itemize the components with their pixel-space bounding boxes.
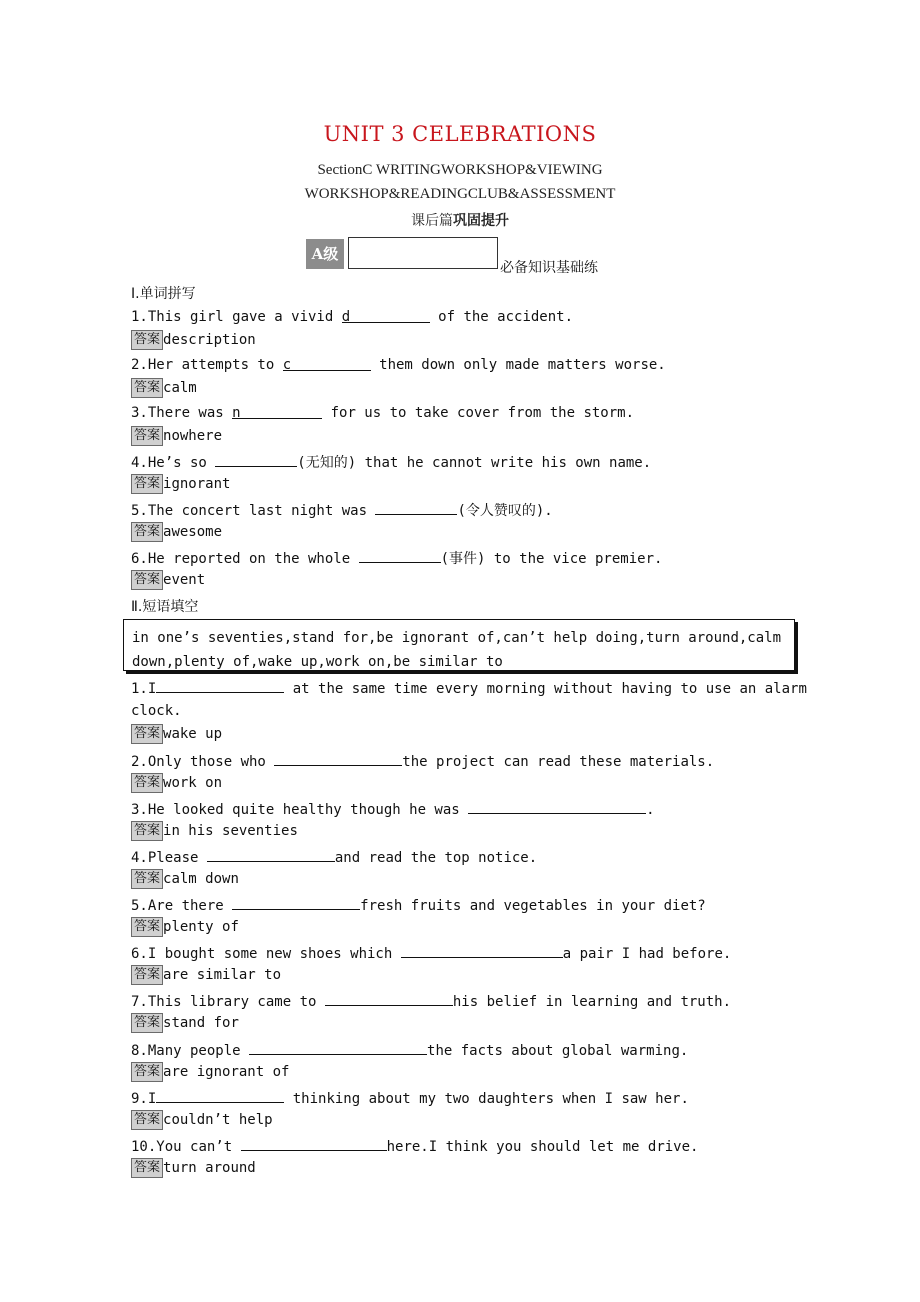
level-label: 必备知识基础练 [500,260,598,276]
answer-tag: 答案 [131,1110,163,1130]
answer-blank [375,500,457,515]
answer-row [131,1013,239,1033]
answer-row [131,570,205,590]
word-bank-box [123,619,795,671]
answer-blank [207,847,335,862]
answer-blank [156,1088,284,1103]
answer-blank: d [342,308,430,323]
answer-tag: 答案 [131,1062,163,1082]
answer-blank [249,1040,427,1055]
answer-blank [401,943,563,958]
answer-tag: 答案 [131,474,163,494]
answer-text: stand for [163,1015,239,1031]
answer-row [131,821,298,841]
question: 1.This girl gave a vivid d of the accident. [131,309,574,325]
answer-blank: c [283,356,371,371]
question: 5.The concert last night was (令人赞叹的). [131,500,553,520]
answer-text: couldn’t help [163,1112,273,1128]
answer-text: are similar to [163,967,282,983]
answer-text: calm [163,380,197,396]
question: 8.Many people the facts about global warming. [131,1040,688,1060]
answer-blank [232,895,360,910]
answer-row [131,773,222,793]
unit-title: UNIT 3 CELEBRATIONS [323,122,597,146]
answer-text: description [163,332,256,348]
answer-blank [468,799,646,814]
answer-tag: 答案 [131,821,163,841]
answer-text: wake up [163,726,223,742]
answer-text: calm down [163,871,239,887]
answer-tag: 答案 [131,330,163,350]
answer-tag: 答案 [131,426,163,446]
answer-row [131,1062,289,1082]
question: 3.There was n for us to take cover from the storm. [131,405,635,421]
subtitle-plain: 课后篇 [411,213,453,229]
answer-text: turn around [163,1160,256,1176]
answer-tag: 答案 [131,522,163,542]
answer-row [131,330,256,350]
question: 9.I thinking about my two daughters when I saw her. [131,1088,689,1108]
answer-blank [325,991,453,1006]
answer-text: plenty of [163,919,239,935]
answer-tag: 答案 [131,1013,163,1033]
level-empty-box [348,237,498,269]
section-title-line1: SectionC WRITINGWORKSHOP&VIEWING [317,162,603,178]
question: 2.Her attempts to c them down only made matters worse. [131,357,666,373]
answer-text: work on [163,775,223,791]
answer-blank [241,1136,387,1151]
answer-row [131,1110,273,1130]
word-bank-text: in one’s seventies,stand for,be ignorant of,can’t help doing,turn around,calm down,plenty of,wake up,work on,be similar to [132,630,782,670]
answer-blank [274,751,402,766]
question: 5.Are there fresh fruits and vegetables in your diet? [131,895,706,915]
answer-row [131,724,222,744]
answer-blank [359,548,441,563]
answer-tag: 答案 [131,1158,163,1178]
practice-subtitle [0,210,920,230]
part2-heading: Ⅱ.短语填空 [131,599,199,615]
question: 6.He reported on the whole (事件) to the vice premier. [131,548,662,568]
question: 7.This library came to his belief in learning and truth. [131,991,731,1011]
part1-heading: Ⅰ.单词拼写 [131,286,196,302]
answer-tag: 答案 [131,724,163,744]
answer-tag: 答案 [131,917,163,937]
answer-text: ignorant [163,476,231,492]
answer-tag: 答案 [131,378,163,398]
subtitle-bold: 巩固提升 [453,213,509,229]
answer-tag: 答案 [131,869,163,889]
answer-text: in his seventies [163,823,298,839]
answer-row [131,426,222,446]
answer-row [131,1158,256,1178]
answer-blank: n [232,404,322,419]
answer-text: are ignorant of [163,1064,290,1080]
answer-blank [215,452,297,467]
answer-text: event [163,572,206,588]
question: 10.You can’t here.I think you should let me drive. [131,1136,698,1156]
question: 3.He looked quite healthy though he was . [131,799,655,819]
question: 6.I bought some new shoes which a pair I had before. [131,943,731,963]
question-continuation: clock. [131,703,182,719]
answer-tag: 答案 [131,773,163,793]
answer-tag: 答案 [131,965,163,985]
answer-row [131,965,281,985]
answer-row [131,917,239,937]
question: 2.Only those who the project can read these materials. [131,751,714,771]
section-title-line2: WORKSHOP&READINGCLUB&ASSESSMENT [304,186,616,202]
answer-tag: 答案 [131,570,163,590]
answer-blank [156,678,284,693]
answer-row [131,378,197,398]
answer-row [131,869,239,889]
question: 4.Please and read the top notice. [131,847,537,867]
answer-text: nowhere [163,428,223,444]
answer-row [131,522,222,542]
level-badge: A级 [306,239,344,269]
answer-text: awesome [163,524,223,540]
question: 1.I at the same time every morning without having to use an alarm [131,678,807,698]
answer-row [131,474,230,494]
question: 4.He’s so (无知的) that he cannot write his own name. [131,452,651,472]
